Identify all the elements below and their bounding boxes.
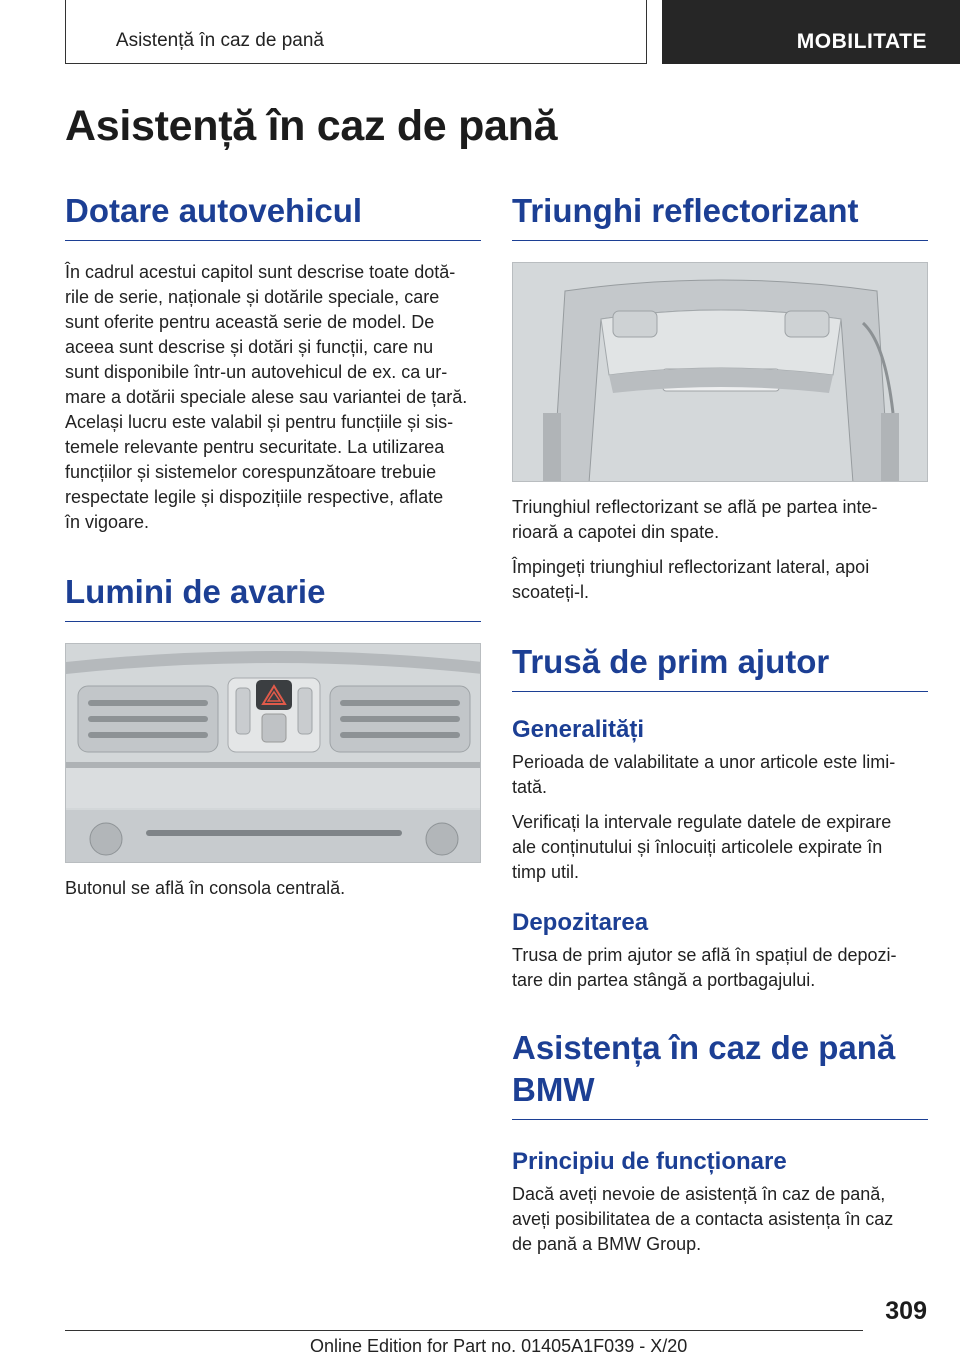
hazard-button-illustration — [66, 644, 481, 863]
page-number: 309 — [885, 1297, 927, 1325]
text-line: mare a dotării speciale alese sau variantei de țară. — [65, 387, 468, 407]
paragraph-dotare — [65, 260, 481, 535]
text-line: aceea sunt descrise și dotări și funcții, care nu — [65, 337, 434, 357]
header-chapter-title: MOBILITATE — [796, 30, 927, 53]
text-line: în vigoare. — [65, 512, 150, 532]
text-line: Împingeți triunghiul reflectorizant lateral, apoi — [512, 557, 870, 577]
text-line: Trusa de prim ajutor se află în spațiul de depozi‐ — [512, 945, 897, 965]
tailgate-illustration — [513, 263, 928, 482]
warning-triangle-figure — [512, 262, 928, 482]
text-line: funcțiilor și sistemelor corespunzătoare trebuie — [65, 462, 437, 482]
text-line: timp util. — [512, 862, 580, 882]
heading-dotare-autovehicul: Dotare autovehicul — [65, 190, 481, 241]
caption-lumini: Butonul se află în consola centrală. — [65, 878, 346, 898]
text-line: Verificați la intervale regulate datele de expirare — [512, 812, 892, 832]
footer-divider — [65, 1330, 863, 1331]
paragraph-principiu — [512, 1182, 928, 1257]
text-line: rile de serie, naționale și dotările speciale, care — [65, 287, 440, 307]
text-line: scoateți-l. — [512, 582, 590, 602]
text-line: sunt oferite pentru această serie de model. De — [65, 312, 435, 332]
text-line: rioară a capotei din spate. — [512, 522, 720, 542]
footer-edition: Online Edition for Part no. 01405A1F039 - X/20 — [310, 1336, 688, 1356]
text-line: aveți posibilitatea de a contacta asistența în caz — [512, 1209, 894, 1229]
paragraph-generalitati-1 — [512, 750, 928, 800]
text-line: respectate legile și dispozițiile respective, aflate — [65, 487, 444, 507]
page-title: Asistență în caz de pană — [65, 102, 558, 150]
text-line: Același lucru este valabil și pentru funcțiile și sis‐ — [65, 412, 454, 432]
header-chapter-box — [662, 0, 960, 64]
text-line: Triunghiul reflectorizant se află pe partea inte‐ — [512, 497, 878, 517]
text-line: Perioada de valabilitate a unor articole este limi‐ — [512, 752, 896, 772]
heading-principiu-de-functionare: Principiu de funcționare — [512, 1148, 787, 1175]
hazard-button-figure — [65, 643, 481, 863]
text-line: În cadrul acestui capitol sunt descrise toate dotă‐ — [65, 262, 456, 282]
left-column — [65, 190, 481, 901]
heading-triunghi-reflectorizant: Triunghi reflectorizant — [512, 190, 928, 241]
text-line: Dacă aveți nevoie de asistență în caz de pană, — [512, 1184, 886, 1204]
text-line: tată. — [512, 777, 548, 797]
heading-trusa-de-prim-ajutor: Trusă de prim ajutor — [512, 641, 928, 692]
paragraph-triunghi-location — [512, 495, 928, 545]
text-line: ale conținutului și înlocuiți articolele expirate în — [512, 837, 883, 857]
heading-generalitati: Generalități — [512, 716, 645, 743]
text-line: temele relevante pentru securitate. La utilizarea — [65, 437, 445, 457]
heading-lumini-de-avarie: Lumini de avarie — [65, 571, 481, 622]
paragraph-triunghi-instruction — [512, 555, 928, 605]
paragraph-depozitarea — [512, 943, 928, 993]
paragraph-generalitati-2 — [512, 810, 928, 885]
text-line: sunt disponibile într-un autovehicul de ex. ca ur‐ — [65, 362, 448, 382]
heading-line: Asistența în caz de pană — [512, 1029, 896, 1066]
heading-line: BMW — [512, 1071, 595, 1108]
text-line: tare din partea stângă a portbagajului. — [512, 970, 816, 990]
right-column — [512, 190, 928, 1257]
heading-asistenta-bmw — [512, 1027, 928, 1120]
text-line: de pană a BMW Group. — [512, 1234, 702, 1254]
heading-depozitarea: Depozitarea — [512, 909, 649, 936]
header-section-title: Asistență în caz de pană — [115, 30, 324, 51]
header-section-box — [65, 0, 647, 64]
